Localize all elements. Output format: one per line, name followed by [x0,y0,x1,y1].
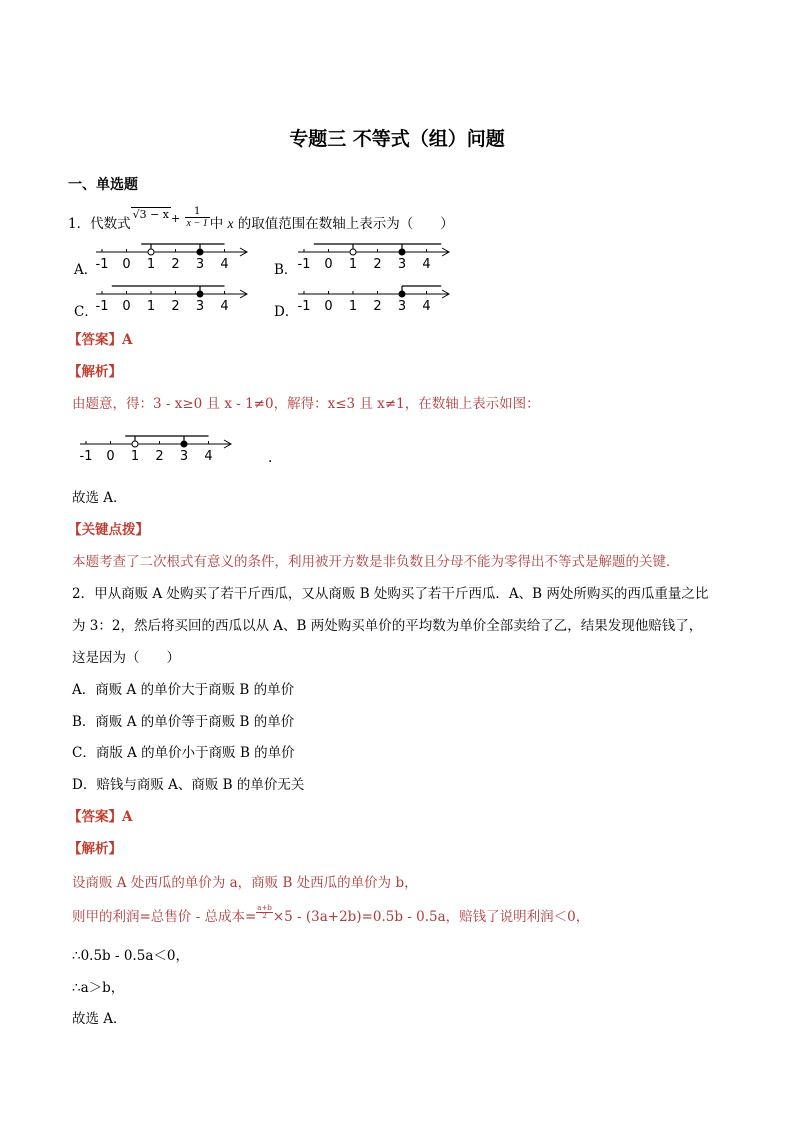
q1-option-a-label: A． [74,262,98,278]
tick-label: 0 [324,257,333,272]
q1-number: 1．代数式 [68,216,131,232]
q1-stem [68,206,454,232]
q2-option-d[interactable]: D．赔钱与商贩 A、商贩 B 的单价无关 [72,777,305,793]
tick-label: 2 [155,449,164,464]
q2-analysis-step1: 设商贩 A 处西瓜的单价为 a，商贩 B 处西瓜的单价为 b， [72,875,418,891]
tick-label: 1 [348,257,358,272]
q2-analysis-step2: 则甲的利润=总售价 - 总成本= $\frac{a+b}{2}$ ×5 - (3a+2b)=0.5b - 0.5a，赔钱了说明利润＜0， [72,904,590,925]
tick-label: 2 [171,299,180,314]
tick-label: 0 [324,299,333,314]
closed-dot [197,249,203,255]
q1-number-line-d[interactable] [296,280,456,316]
q2-option-b[interactable]: B．商贩 A 的单价等于商贩 B 的单价 [72,714,295,730]
section-heading: 一、单选题 [68,177,138,193]
q1-option-b-label: B． [274,262,298,278]
q1-tail-a: 中 [209,216,228,232]
q1-answer: 【答案】A [68,332,133,348]
tick-label: 1 [146,257,156,272]
q1-solution-number-line [78,430,238,466]
q1-conclusion: 故选 A． [72,490,127,506]
tick-label: 4 [422,257,431,272]
q2-stem-line1: 2．甲从商贩 A 处购买了若干斤西瓜，又从商贩 B 处购买了若干斤西瓜．A、B 两处所购买的西瓜重量之比 [72,586,709,602]
q2-analysis-step4: ∴a＞b， [72,980,125,996]
tick-label: 1 [130,449,140,464]
q1-number-line-b[interactable] [296,238,456,274]
tick-label: 1 [348,299,358,314]
q2-stem-line3: 这是因为（ ） [72,650,180,666]
closed-dot [197,291,203,297]
q1-number-line-a[interactable] [94,238,254,274]
q1-key-label: 【关键点拨】 [68,522,149,538]
page-title: 专题三 不等式（组）问题 [289,128,505,150]
q2-analysis-label: 【解析】 [68,841,122,857]
q2-stem-line2: 为 3：2，然后将买回的西瓜以从 A、B 两处购买单价的平均数为单价全部卖给了乙，结果发现他赔钱了， [72,618,703,634]
tick-label: -1 [79,449,93,464]
tick-label: -1 [95,257,109,272]
q1-tail-b: 的取值范围在数轴上表示为（ ） [233,216,454,232]
tick-label: 4 [422,299,431,314]
tick-label: 4 [220,257,229,272]
closed-dot [399,249,405,255]
tick-label: -1 [95,299,109,314]
q1-sqrt: √3 − x [132,208,170,221]
q1-option-c-label: C． [74,304,98,320]
tick-label: 1 [146,299,156,314]
q1-var: x [227,216,234,231]
tick-label: 2 [171,257,180,272]
tick-label: 2 [373,257,382,272]
open-dot [350,249,356,255]
q1-option-d-label: D． [274,304,299,320]
q1-key-text: 本题考查了二次根式有意义的条件，利用被开方数是非负数且分母不能为零得出不等式是解题的关键． [72,554,680,570]
closed-dot [399,291,405,297]
q1-plus: + [171,212,181,225]
tick-label: 3 [195,299,205,314]
tick-label: 4 [220,299,229,314]
tick-label: -1 [297,299,311,314]
q1-analysis-text: 由题意，得：3 - x≥0 且 x - 1≠0，解得：x≤3 且 x≠1，在数轴上表示如图： [72,396,540,412]
tick-label: 4 [204,449,213,464]
q1-number-line-c[interactable] [94,280,254,316]
q2-answer: 【答案】A [68,809,133,825]
q2-conclusion: 故选 A． [72,1011,127,1027]
tick-label: 3 [397,257,407,272]
q2-option-c[interactable]: C．商版 A 的单价小于商贩 B 的单价 [72,745,295,761]
tick-label: 2 [373,299,382,314]
tick-label: 3 [179,449,189,464]
open-dot [132,441,138,447]
q2-fraction: $\frac{a+b}{2}$ [257,904,272,920]
tick-label: 0 [122,299,131,314]
open-dot [148,249,154,255]
q2-option-a[interactable]: A．商贩 A 的单价大于商贩 B 的单价 [72,682,295,698]
q1-fraction: $\frac{1}{x - 1}$ [186,206,208,229]
tick-label: 0 [106,449,115,464]
tick-label: 0 [122,257,131,272]
q2-analysis-step3: ∴0.5b - 0.5a＜0， [72,948,189,964]
q1-period: . [268,450,273,466]
tick-label: 3 [195,257,205,272]
q1-analysis-label: 【解析】 [68,364,122,380]
tick-label: -1 [297,257,311,272]
tick-label: 3 [397,299,407,314]
closed-dot [181,441,187,447]
